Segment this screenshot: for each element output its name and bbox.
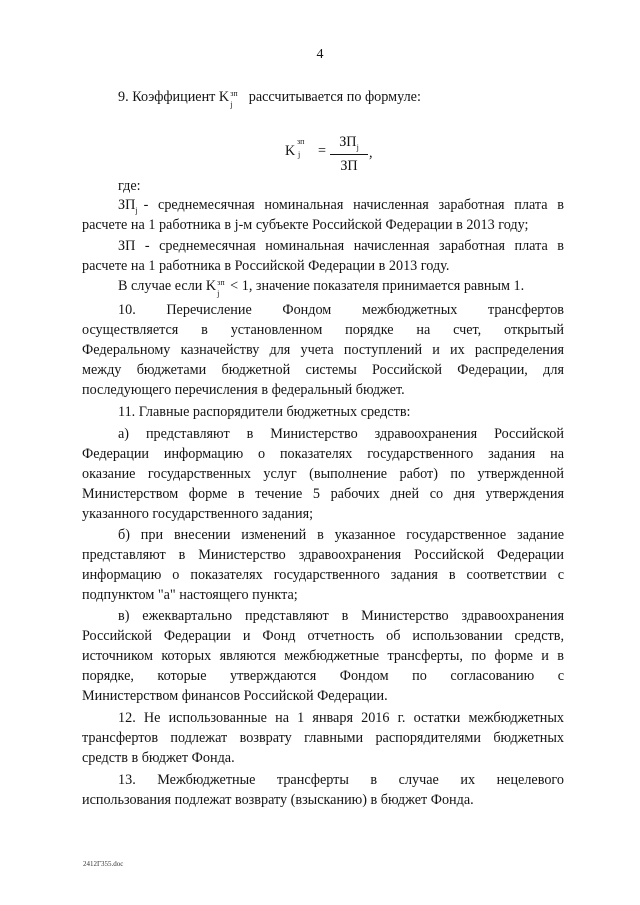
- item11-c-line: Министерством финансов Российской Федерации.: [82, 688, 388, 704]
- item10-line: Федеральному казначейству для учета поступлений и их распределения: [82, 342, 564, 358]
- formula-lhs-sup: зп: [297, 137, 305, 146]
- item11-a-line: Федерации информацию о показателях государственного задания на: [82, 446, 564, 462]
- item11-c-line: в) ежеквартально представляют в Министерство здравоохранения: [118, 608, 564, 624]
- definition-zp-j-symbol: [118, 195, 138, 217]
- item9-intro: [118, 87, 564, 107]
- footer-filename: 2412Г355.doc: [83, 860, 124, 868]
- item11-a-line: Министерством форме в течение 5 рабочих дней со дня утверждения: [82, 486, 564, 502]
- definition-zp-line1: ЗП - среднемесячная номинальная начисленная заработная плата в: [118, 238, 564, 254]
- definition-zp-j-line1: [118, 195, 564, 217]
- formula-numerator-sub: j: [356, 143, 359, 152]
- item12-line: средств в бюджет Фонда.: [82, 750, 235, 766]
- item9-intro-sub: j: [230, 100, 233, 109]
- item11-c-line: порядке, которые утверждаются Фондом по согласованию с: [82, 668, 564, 684]
- item11-b-line: информацию о показателях государственного задания в соответствии с: [82, 567, 564, 583]
- item11-b-line: представляют в Министерство здравоохранения Российской Федерации: [82, 547, 564, 563]
- item11-c-line: Российской Федерации и Фонд отчетность об использовании средств,: [82, 628, 564, 644]
- definition-zp-line2: расчете на 1 работника в Российской Федерации в 2013 году.: [82, 258, 450, 274]
- item10-line: осуществляется в установленном порядке на счет, открытый: [82, 322, 564, 338]
- case-condition: [118, 276, 564, 296]
- case-start: В случае если K: [118, 278, 217, 294]
- formula-fraction: [330, 133, 368, 175]
- item9-intro-sup: зп: [230, 89, 238, 98]
- item13-line: использования подлежат возврату (взысканию) в бюджет Фонда.: [82, 792, 474, 808]
- page-number: 4: [316, 47, 324, 62]
- item11-b-line: б) при внесении изменений в указанное государственное задание: [118, 527, 564, 543]
- item11-b-line: подпунктом "а" настоящего пункта;: [82, 587, 298, 603]
- formula-comma: ,: [369, 145, 373, 161]
- formula-numerator: [330, 133, 368, 153]
- formula-denominator: ЗП: [340, 158, 358, 174]
- item12-line: трансфертов подлежат возврату главными распорядителями бюджетных: [82, 730, 564, 746]
- item12-line: 12. Не использованные на 1 января 2016 г. остатки межбюджетных: [118, 710, 564, 726]
- item10-line: между бюджетами бюджетной системы Российской Федерации, для: [82, 362, 564, 378]
- formula-lhs-sub: j: [298, 150, 301, 159]
- definition-zp-j-line2: расчете на 1 работника в j-м субъекте Российской Федерации в 2013 году;: [82, 217, 529, 233]
- item11-c-line: источником которых являются межбюджетные трансферты, по форме и в: [82, 648, 564, 664]
- where-label: где:: [118, 178, 141, 194]
- item9-intro-end: рассчитывается по формуле:: [248, 89, 421, 105]
- case-sup: зп: [217, 278, 225, 287]
- definition-zp-j-sub: j: [135, 206, 138, 215]
- formula-lhs: [285, 137, 305, 160]
- definition-zp-j-text: - среднемесячная номинальная начисленная заработная плата в: [143, 197, 564, 213]
- item10-line: 10. Перечисление Фондом межбюджетных трансфертов: [118, 302, 564, 318]
- item10-line: последующего перечисления в федеральный бюджет.: [82, 382, 405, 398]
- item11-a-line: оказание государственных услуг (выполнение работ) по утвержденной: [82, 466, 564, 482]
- formula-numerator-text: ЗП: [339, 134, 357, 150]
- case-end: < 1, значение показателя принимается равным 1.: [230, 278, 525, 294]
- item11-a-line: а) представляют в Министерство здравоохранения Российской: [118, 426, 564, 442]
- item9-intro-start: 9. Коэффициент K: [118, 89, 230, 105]
- formula-equals: =: [318, 143, 327, 159]
- definition-zp-j-symbol-text: ЗП: [118, 197, 136, 213]
- case-sub: j: [217, 289, 220, 298]
- fraction-bar: [330, 154, 368, 155]
- item11-a-line: указанного государственного задания;: [82, 506, 314, 522]
- formula-lhs-base: K: [285, 143, 296, 159]
- item11-title: 11. Главные распорядители бюджетных средств:: [118, 404, 411, 420]
- item13-line: 13. Межбюджетные трансферты в случае их нецелевого: [118, 772, 564, 788]
